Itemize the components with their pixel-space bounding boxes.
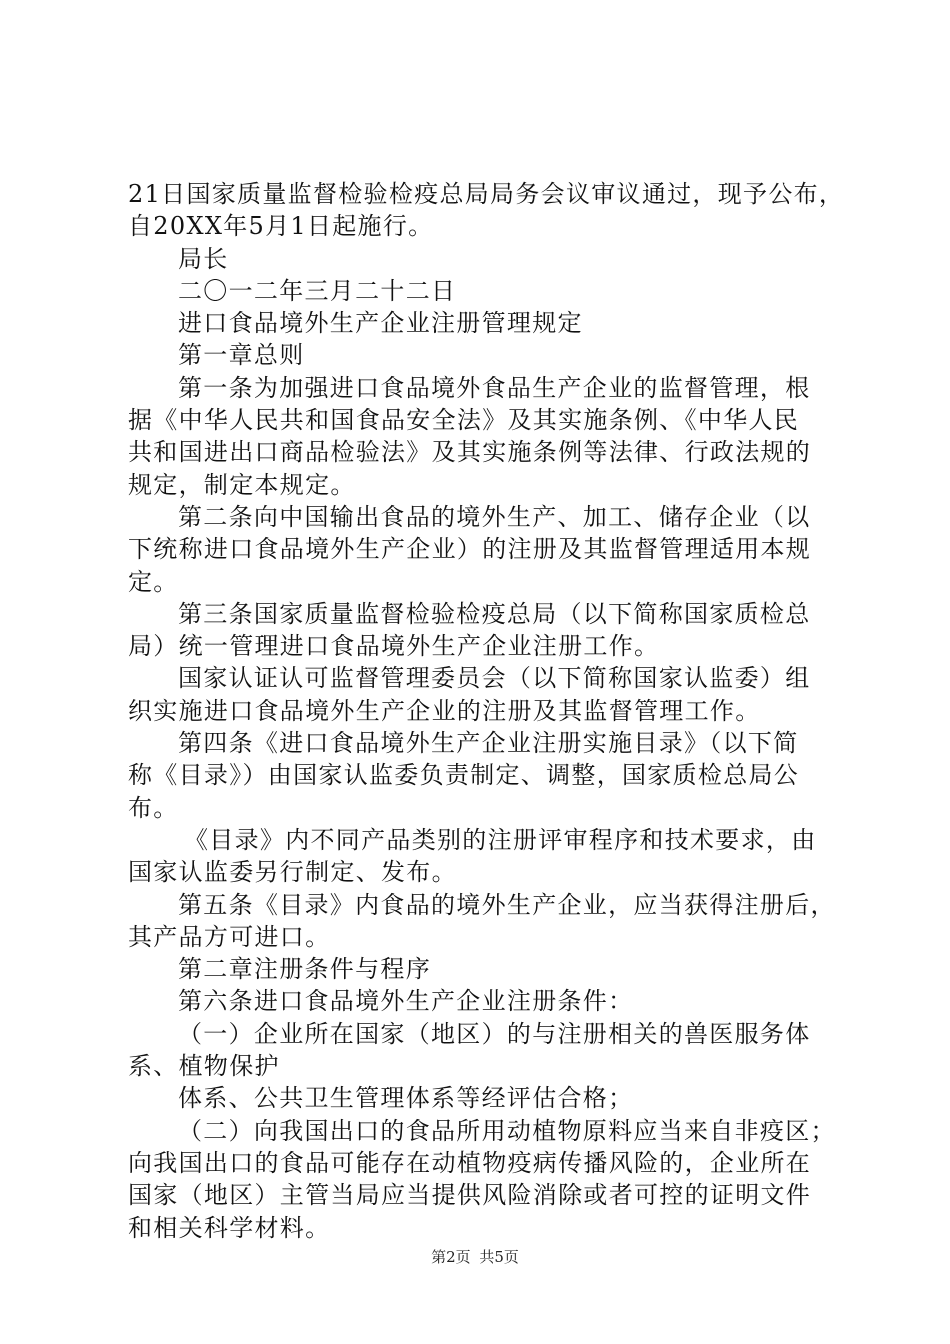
text-line: 称《目录》）由国家认监委负责制定、调整，国家质检总局公: [128, 761, 800, 790]
text-line: 21日国家质量监督检验检疫总局局务会议审议通过，现予公布，: [128, 180, 845, 208]
text-line: 系、植物保护: [128, 1052, 280, 1081]
chapter-heading: 第一章总则: [178, 341, 305, 370]
text-line: 据《中华人民共和国食品安全法》及其实施条例、《中华人民: [128, 406, 800, 435]
text-line: 第一条为加强进口食品境外食品生产企业的监督管理，根: [178, 373, 811, 402]
text-line: 《目录》内不同产品类别的注册评审程序和技术要求，由: [184, 825, 817, 854]
text-line: （一）企业所在国家（地区）的与注册相关的兽医服务体: [178, 1019, 811, 1048]
text-line: 自20XX年5月1日起施行。: [128, 212, 434, 241]
text-line: 第三条国家质量监督检验检疫总局（以下简称国家质检总: [178, 599, 811, 628]
text-line: 第四条《进口食品境外生产企业注册实施目录》（以下简: [178, 729, 799, 758]
document-body: [128, 178, 845, 1244]
text-line: 第二条向中国输出食品的境外生产、加工、储存企业（以: [178, 502, 811, 531]
signature-title: 局长: [178, 244, 229, 273]
text-line: （二）向我国出口的食品所用动植物原料应当来自非疫区；: [178, 1116, 836, 1145]
text-line: 局）统一管理进口食品境外生产企业注册工作。: [128, 632, 660, 661]
chapter-heading: 第二章注册条件与程序: [178, 955, 431, 984]
text-line: 国家认监委另行制定、发布。: [128, 858, 457, 887]
page-number: 第2页 共5页: [431, 1248, 519, 1266]
text-line: 国家（地区）主管当局应当提供风险消除或者可控的证明文件: [128, 1181, 812, 1210]
text-line: 体系、公共卫生管理体系等经评估合格；: [178, 1084, 634, 1113]
text-line: 下统称进口食品境外生产企业）的注册及其监督管理适用本规: [128, 535, 812, 564]
text-line: 向我国出口的食品可能存在动植物疫病传播风险的，企业所在: [128, 1148, 812, 1177]
text-line: 布。: [128, 793, 179, 822]
date-line: 二〇一二年三月二十二日: [178, 276, 457, 305]
text-line: 第五条《目录》内食品的境外生产企业，应当获得注册后，: [178, 890, 836, 919]
text-line: 织实施进口食品境外生产企业的注册及其监督管理工作。: [128, 696, 761, 725]
regulation-title: 进口食品境外生产企业注册管理规定: [178, 309, 583, 338]
text-line: 国家认证认可监督管理委员会（以下简称国家认监委）组: [178, 664, 811, 693]
text-line: 和相关科学材料。: [128, 1213, 331, 1242]
text-line: 其产品方可进口。: [128, 922, 331, 951]
text-line: 第六条进口食品境外生产企业注册条件：: [178, 987, 634, 1016]
text-line: 规定，制定本规定。: [128, 470, 356, 499]
text-line: 共和国进出口商品检验法》及其实施条例等法律、行政法规的: [128, 438, 812, 467]
text-line: 定。: [128, 567, 179, 596]
